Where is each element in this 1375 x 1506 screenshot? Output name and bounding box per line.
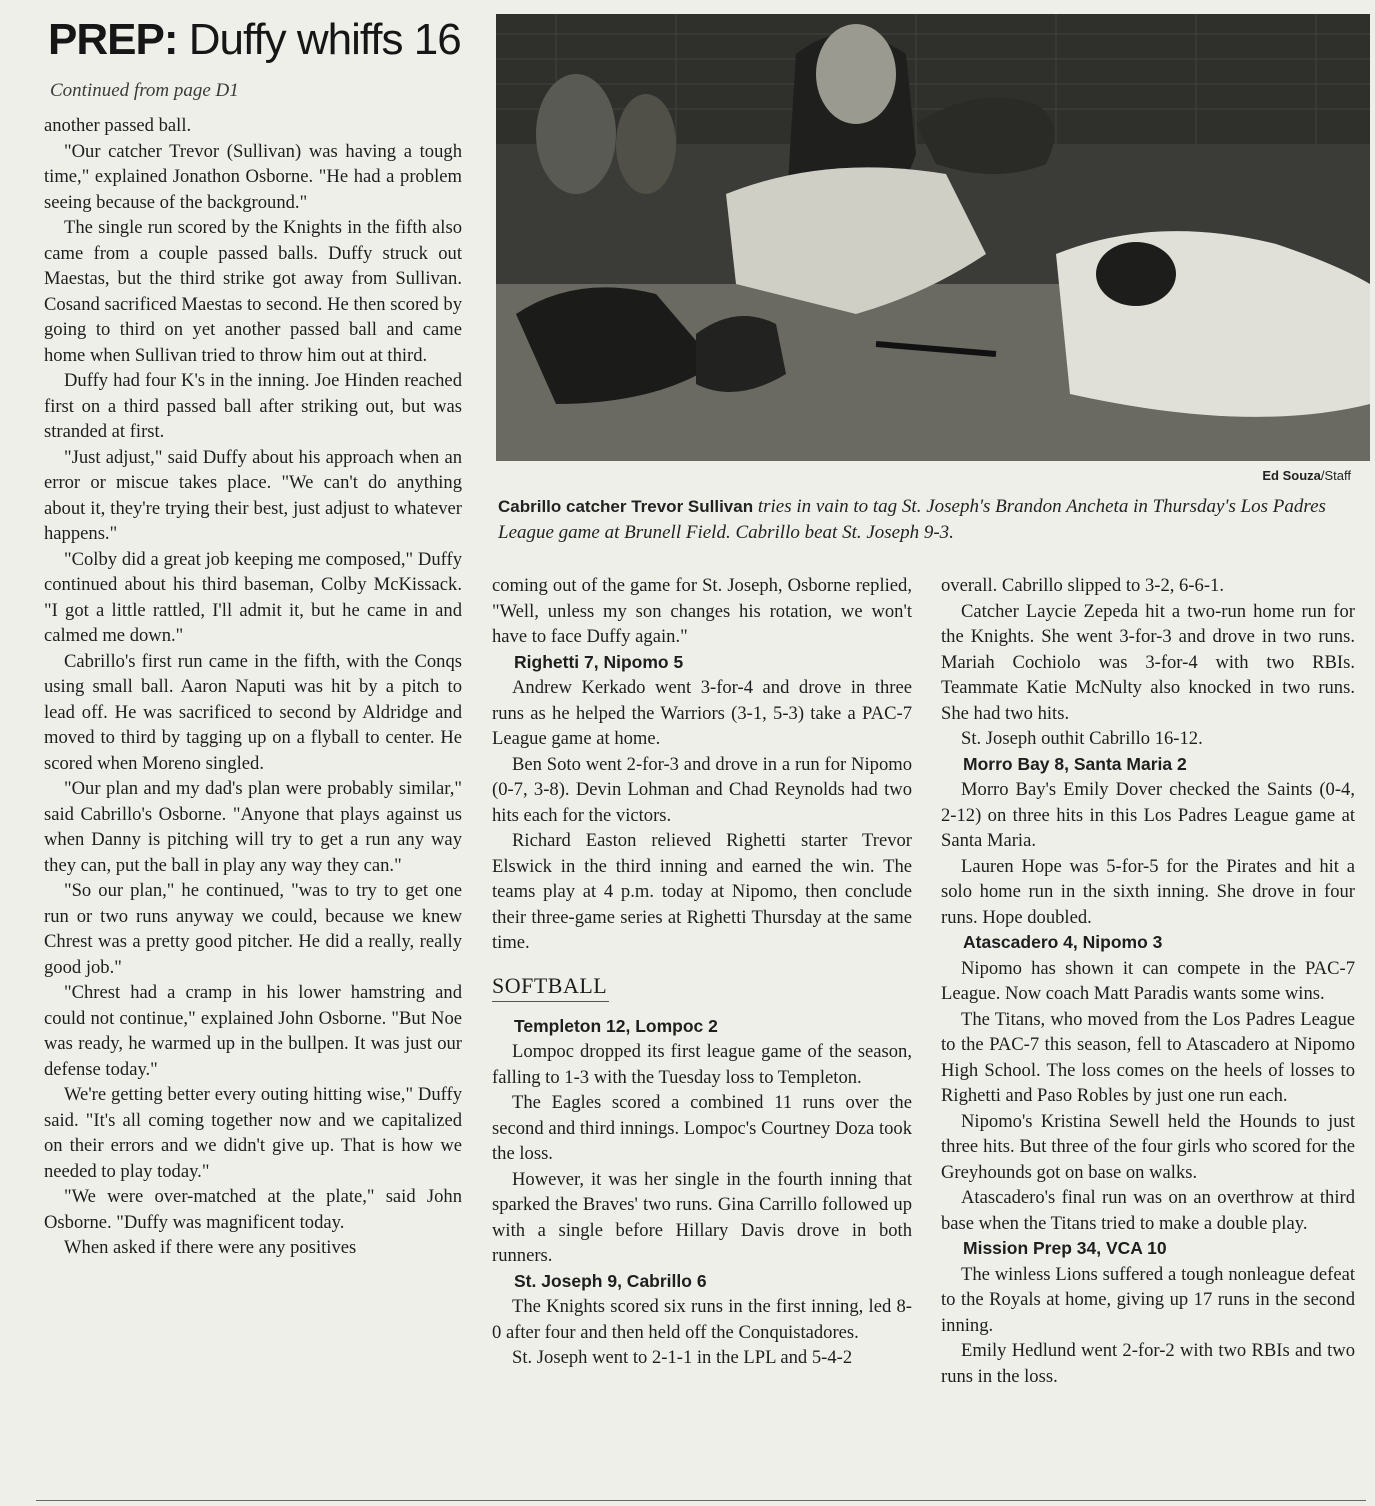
paragraph: Morro Bay's Emily Dover checked the Saints (0-4, 2-12) on three hits in this Los Padres League game at Santa Maria. bbox=[941, 779, 1355, 851]
paragraph: Ben Soto went 2-for-3 and drove in a run for Nipomo (0-7, 3-8). Devin Lohman and Chad Reynolds had two hits each for the victors. bbox=[492, 753, 912, 826]
paragraph: Nipomo has shown it can compete in the PAC-7 League. Now coach Matt Paradis wants some wins. bbox=[941, 957, 1355, 1004]
paragraph: However, it was her single in the fourth inning that sparked the Braves' two runs. Gina Carrillo followed up with a single before Hillary Davis drove in both runners. bbox=[492, 1168, 912, 1266]
paragraph: We're getting better every outing hitting wise," Duffy said. "It's all coming together now and we capitalized on their errors and we didn't give up. That is how we needed to play today." bbox=[44, 1084, 462, 1182]
headline-kicker: PREP: bbox=[48, 15, 178, 64]
paragraph: The Titans, who moved from the Los Padres League to the PAC-7 this season, fell to Atascadero at Nipomo High School. The loss comes on the heels of losses to Righetti and Paso Robles by just one run each. bbox=[941, 1008, 1355, 1106]
paragraph: The single run scored by the Knights in the fifth also came from a couple passed balls. Duffy struck out Maestas, but the third strike got away from Sullivan. Cosand sacrificed Maestas to second. He then scored by going to third on yet another passed ball and came home when Sullivan tried to throw him out at third. bbox=[44, 217, 462, 366]
photo-credit-name: Ed Souza bbox=[1262, 468, 1321, 483]
paragraph: "Colby did a great job keeping me composed," Duffy continued about his third baseman, Colby McKissack. "I got a little rattled, I'll admit it, but he came in and calmed me down." bbox=[44, 548, 462, 646]
section-header: SOFTBALL bbox=[492, 971, 609, 1002]
article-column-1 bbox=[44, 113, 462, 1261]
paragraph: another passed ball. bbox=[44, 115, 192, 136]
article-column-2 bbox=[492, 573, 912, 1371]
paragraph: "Chrest had a cramp in his lower hamstring and could not continue," explained John Osborne. "But Noe was ready, he warmed up in the bullpen. It was just our defense today." bbox=[44, 982, 462, 1080]
photo-credit bbox=[1262, 468, 1351, 483]
paragraph: Andrew Kerkado went 3-for-4 and drove in three runs as he helped the Warriors (3-1, 5-3) take a PAC-7 League game at home. bbox=[492, 677, 912, 749]
paragraph: Nipomo's Kristina Sewell held the Hounds to just three hits. But three of the four girls who scored for the Greyhounds got on base on walks. bbox=[941, 1110, 1355, 1183]
headline-deck: Duffy whiffs 16 bbox=[188, 15, 461, 64]
paragraph: "Our plan and my dad's plan were probably similar," said Cabrillo's Osborne. "Anyone that plays against us when Danny is pitching will try to get a run any way they can, put the ball in play any way they can." bbox=[44, 778, 462, 876]
paragraph: Atascadero's final run was on an overthrow at third base when the Titans tried to make a double play. bbox=[941, 1187, 1355, 1234]
paragraph: Cabrillo's first run came in the fifth, with the Conqs using small ball. Aaron Naputi was hit by a pitch to lead off. He was sacrificed to second by Aldridge and moved to third by tagging up on a flyball to center. He scored when Moreno singled. bbox=[44, 650, 462, 774]
subhead: Righetti 7, Nipomo 5 bbox=[514, 651, 684, 672]
news-photo bbox=[496, 14, 1370, 461]
paragraph: coming out of the game for St. Joseph, Osborne replied, "Well, unless my son changes his rotation, we won't have to face Duffy again." bbox=[492, 575, 912, 647]
paragraph: Lompoc dropped its first league game of the season, falling to 1-3 with the Tuesday loss to Templeton. bbox=[492, 1041, 912, 1088]
jump-line: Continued from page D1 bbox=[50, 80, 239, 101]
photo-illustration bbox=[496, 14, 1370, 461]
caption-name: Cabrillo catcher Trevor Sullivan bbox=[498, 497, 754, 516]
paragraph: The winless Lions suffered a tough nonleague defeat to the Royals at home, giving up 17 runs in the second inning. bbox=[941, 1263, 1355, 1336]
paragraph: When asked if there were any positives bbox=[64, 1237, 357, 1258]
paragraph: overall. Cabrillo slipped to 3-2, 6-6-1. bbox=[941, 575, 1224, 596]
paragraph: Emily Hedlund went 2-for-2 with two RBIs and two runs in the loss. bbox=[941, 1340, 1355, 1387]
subhead: Morro Bay 8, Santa Maria 2 bbox=[963, 753, 1187, 774]
paragraph: The Knights scored six runs in the first inning, led 8-0 after four and then held off the Conquistadores. bbox=[492, 1296, 912, 1343]
paragraph: St. Joseph outhit Cabrillo 16-12. bbox=[961, 728, 1203, 749]
subhead: St. Joseph 9, Cabrillo 6 bbox=[514, 1270, 707, 1291]
paragraph: "We were over-matched at the plate," said John Osborne. "Duffy was magnificent today. bbox=[44, 1186, 462, 1233]
paragraph: "So our plan," he continued, "was to try to get one run or two runs anyway we could, because we knew Chrest was a pretty good pitcher. He did a really, really good job." bbox=[44, 880, 462, 978]
photo-credit-org: /Staff bbox=[1320, 468, 1351, 483]
paragraph: Lauren Hope was 5-for-5 for the Pirates and hit a solo home run in the sixth inning. She drove in four runs. Hope doubled. bbox=[941, 855, 1355, 928]
paragraph: "Our catcher Trevor (Sullivan) was having a tough time," explained Jonathon Osborne. "He had a problem seeing because of the background." bbox=[44, 140, 462, 213]
headline bbox=[48, 14, 461, 66]
paragraph: Richard Easton relieved Righetti starter Trevor Elswick in the third inning and earned the win. The teams play at 4 p.m. today at Nipomo, then conclude their three-game series at Righetti Thursday at the same time. bbox=[492, 830, 912, 953]
paragraph: "Just adjust," said Duffy about his approach when an error or miscue takes place. "We can't do anything about it, they're trying their best, just adjust to whatever happens." bbox=[44, 446, 462, 544]
photo-caption bbox=[498, 494, 1364, 546]
subhead: Mission Prep 34, VCA 10 bbox=[963, 1238, 1167, 1258]
paragraph: Catcher Laycie Zepeda hit a two-run home run for the Knights. She went 3-for-3 and drove in two runs. Mariah Cochiolo was 3-for-4 with two RBIs. Teammate Katie McNulty also knocked in two runs. She had two hits. bbox=[941, 600, 1355, 724]
bottom-rule bbox=[36, 1500, 1366, 1501]
paragraph: Duffy had four K's in the inning. Joe Hinden reached first on a third passed ball after striking out, but was stranded at first. bbox=[44, 370, 462, 442]
article-column-3 bbox=[941, 573, 1355, 1389]
subhead: Templeton 12, Lompoc 2 bbox=[514, 1015, 718, 1036]
subhead: Atascadero 4, Nipomo 3 bbox=[963, 932, 1163, 952]
paragraph: The Eagles scored a combined 11 runs over the second and third innings. Lompoc's Courtney Doza took the loss. bbox=[492, 1092, 912, 1164]
paragraph: St. Joseph went to 2-1-1 in the LPL and 5-4-2 bbox=[512, 1347, 853, 1368]
caption-text: tries in vain to tag St. Joseph's Brandon Ancheta in Thursday's Los Padres League game at Brunell Field. Cabrillo beat St. Joseph 9-3. bbox=[498, 496, 1326, 543]
